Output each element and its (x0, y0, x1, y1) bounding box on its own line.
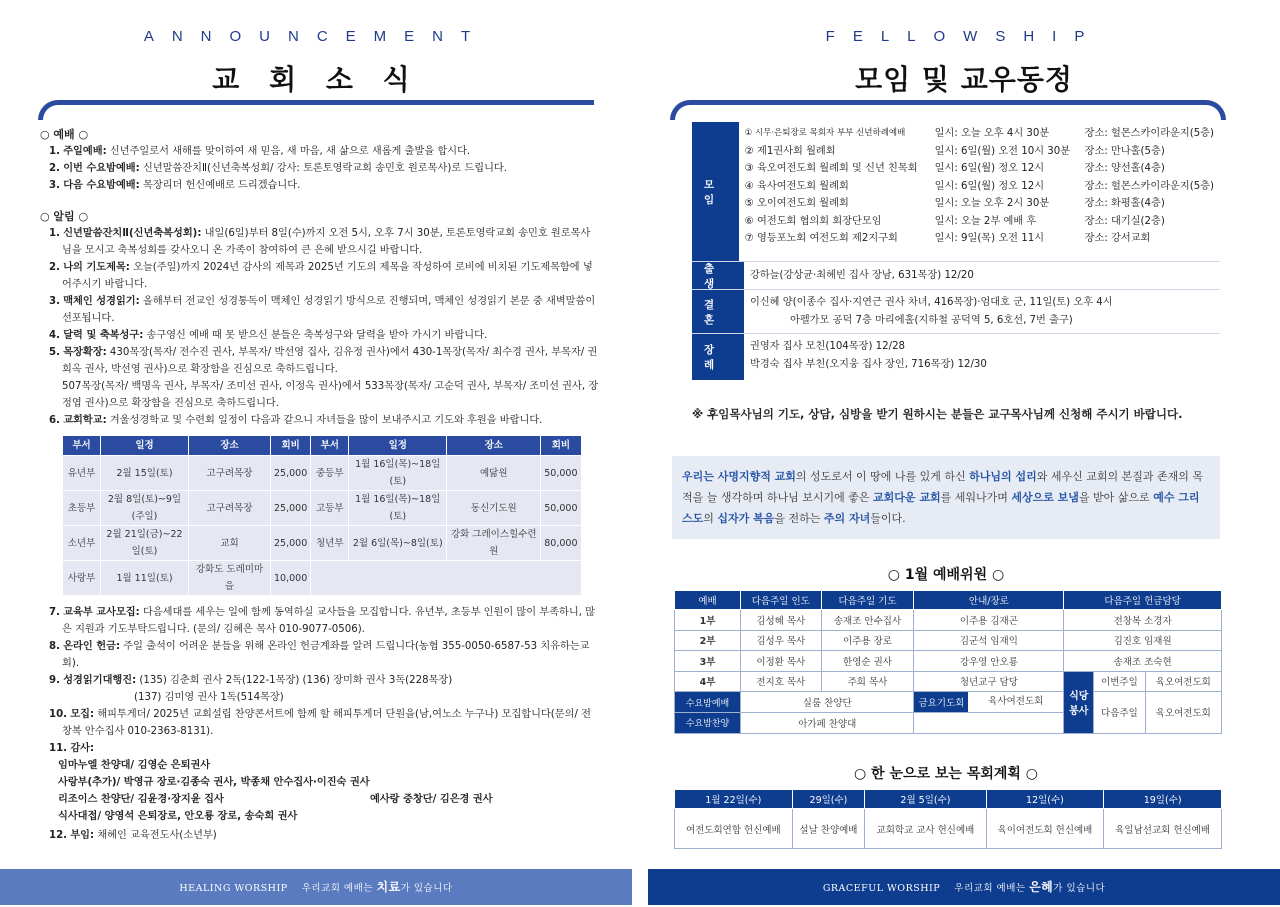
table-cell: 사랑부 (63, 561, 101, 596)
item-heading: 신년말씀잔치Ⅱ(신년축복성회): (63, 228, 202, 239)
vision-text: 들이다. (870, 512, 906, 525)
table-row: 2부 김성우 목사 이주용 장로 김군석 임재익 김진호 임재원 (675, 630, 1222, 651)
worship-list (40, 143, 600, 194)
table-header: 예배 (675, 591, 741, 610)
table-cell: 2월 21일(금)~22일(토) (101, 526, 189, 561)
table-cell: 강화도 도레미마을 (189, 561, 271, 596)
wedding-text: 이신혜 양(이종수 집사·지연근 권사 차녀, 416목장)·엄대호 군, 11일(토) 오후 4시 아펠가모 공덕 7층 마리에홀(지하철 공덕역 5, 6호선, 7번 출구) (750, 297, 1113, 326)
meeting-field: 일시: 오늘 오후 2시 30분 (934, 198, 1050, 209)
notice-item (44, 160, 600, 177)
notice-item (44, 293, 600, 327)
item-number: 7. (49, 607, 60, 618)
notice-item (44, 344, 600, 378)
table-header: 2월 5일(수) (865, 790, 986, 809)
pastoral-plan-table (674, 789, 1222, 849)
notice-item (44, 706, 600, 740)
thanks-item: 리조이스 찬양단/ 김윤경·장지윤 집사 예사랑 중창단/ 김은경 권사 (58, 791, 600, 808)
item-text: 신년말씀잔치Ⅱ(신년축복성회/ 강사: 토론토영락교회 송민호 원로목사)로 드립니다. (139, 163, 507, 174)
vision-text: 의 (703, 512, 718, 525)
item-number: 9. (49, 675, 60, 686)
table-cell: 동신기도원 (447, 491, 541, 526)
table-cell: 고등부 (311, 491, 349, 526)
table-cell: 설날 찬양예배 (792, 809, 865, 849)
meeting-field: ⑤ 오이여전도회 월례회 (744, 198, 849, 209)
item-number: 2. (49, 262, 60, 273)
item-number: 1. (49, 146, 60, 157)
table-cell: 유년부 (63, 456, 101, 491)
table-header: 일정 (349, 436, 447, 456)
table-header: 부서 (311, 436, 349, 456)
item-continuation: (137) 김미영 권사 1독(514목장) (134, 692, 284, 703)
vision-text: 주의 자녀 (823, 512, 871, 525)
item-text: 겨울성경학교 및 수련회 일정이 다음과 같으니 자녀들을 많이 보내주시고 기도와 후원을 바랍니다. (106, 415, 543, 426)
notice-item (44, 638, 600, 672)
table-header: 다음주일 기도 (821, 591, 914, 610)
item-text: (135) 김춘희 권사 2독(122-1목장) (136) 장미화 권사 3독(228목장) (136, 675, 453, 686)
announcement-content (40, 122, 600, 844)
meeting-field: ⑥ 여전도회 협의회 회장단모임 (744, 215, 882, 227)
meeting-field: 일시: 오늘 2부 예배 후 (934, 215, 1037, 227)
vision-text: 를 세워나가며 (940, 491, 1012, 504)
item-text: 다음세대를 세우는 일에 함께 동역하실 교사들을 모집합니다. 유년부, 초등부 인원이 많이 부족하니, 많은 지원과 기도부탁드립니다. (문의/ 김혜은 목사 010-9077-0506). (62, 607, 596, 635)
table-cell: 10,000 (271, 561, 311, 596)
meeting-field: 장소: 강서교회 (1084, 233, 1151, 244)
vision-text: 세상으로 보냄 (1011, 491, 1079, 504)
thanks-item: 식사대접/ 양영석 은퇴장로, 안오룡 장로, 송숙희 권사 (58, 811, 298, 822)
item-continuation: 507목장(목자/ 백명옥 권사, 부목자/ 조미선 권사, 이정옥 권사)에서 533목장(목자/ 고순덕 권사, 부목자/ 조미선 권사, 장정엽 권사)으로 확장함을 진심으로 축하드립니다. (62, 381, 599, 409)
table-cell: 육이여전도회 헌신예배 (986, 809, 1104, 849)
table-header: 회비 (271, 436, 311, 456)
meeting-field: 일시: 6일(월) 오전 10시 30분 (934, 145, 1071, 157)
thanks-list (40, 757, 600, 825)
thanks-item: 임마누엘 찬양대/ 김영순 은퇴권사 (58, 760, 211, 771)
table-cell: 강화 그레이스힐수련원 (447, 526, 541, 561)
item-text: 430목장(목자/ 전수진 권사, 부목자/ 박선영 집사, 김유정 권사)에서 430-1목장(목자/ 최수경 권사, 부목자/ 권희옥 권사, 박선영 권사)으로 확장함을 진심으로 축하드립니다. (62, 347, 598, 375)
item-heading: 감사: (70, 743, 95, 754)
notice-item (44, 177, 600, 194)
right-footer: GRACEFUL WORSHIP 우리교회 예배는 은혜가 있습니다 (648, 869, 1280, 905)
item-heading: 온라인 헌금: (63, 641, 121, 652)
item-heading: 목장확장: (63, 347, 107, 358)
table-row: 1부 김성혜 목사 송재조 안수집사 이주용 김재곤 전창복 소경자 (675, 610, 1222, 631)
vision-text: 의 성도로서 이 땅에 나를 있게 하신 (795, 470, 970, 483)
notice-list-continued (40, 604, 600, 757)
vision-text: 십자가 복음 (717, 512, 775, 525)
table-row (63, 491, 582, 526)
table-cell: 고구려목장 (189, 491, 271, 526)
table-cell: 초등부 (63, 491, 101, 526)
item-number: 4. (49, 330, 60, 341)
table-cell: 25,000 (271, 491, 311, 526)
meeting-field: 장소: 화평홀(4층) (1084, 198, 1165, 209)
table-cell: 교회학교 교사 헌신예배 (865, 809, 986, 849)
table-row: 수요밤예배 실룸 찬양단 금요기도회 육사여전도회 다음주일 육오여전도회 (675, 692, 1222, 713)
table-row: 4부 전지호 목사 주희 목사 청년교구 담당 식당봉사 이번주일 육오여전도회 (675, 671, 1222, 692)
table-cell: 중등부 (311, 456, 349, 491)
table-cell (311, 561, 581, 596)
table-header: 다음주일 인도 (741, 591, 821, 610)
announcement-page (0, 0, 632, 905)
meeting-field: ⑦ 영등포노회 여전도회 제2지구회 (744, 233, 898, 244)
item-heading: 성경읽기대행진: (63, 675, 137, 686)
meeting-field: 장소: 헐몬스카이라운지(5층) (1084, 128, 1214, 139)
vision-text: 하나님의 섭리 (969, 470, 1037, 483)
meeting-item (745, 230, 1214, 248)
plan-title: ○ 한 눈으로 보는 목회계획 ○ (853, 766, 1039, 782)
birth-text: 강하늘(강상균·최혜빈 집사 장남, 631목장) 12/20 (750, 270, 974, 281)
vision-statement (672, 456, 1220, 539)
item-text: 내일(6일)부터 8일(수)까지 오전 5시, 오후 7시 30분, 토론토영락교회 송민호 원로목사님을 모시고 축복성회를 갖사오니 온 가족이 참여하여 큰 은혜 받으시길 바랍니다. (62, 228, 591, 256)
table-header: 일정 (101, 436, 189, 456)
table-cell: 고구려목장 (189, 456, 271, 491)
item-number: 5. (49, 347, 60, 358)
meeting-field: ② 제1권사회 월례회 (744, 145, 836, 157)
table-header: 19일(수) (1104, 790, 1222, 809)
announcement-kicker: ANNOUNCEMENT (143, 28, 489, 45)
table-row: 3부 이정환 목사 한영순 권사 강우영 안오룡 송재조 조숙현 (675, 651, 1222, 672)
table-cell: 50,000 (541, 456, 581, 491)
table-cell: 여전도회연합 헌신예배 (675, 809, 793, 849)
meeting-field: 장소: 만나홀(5층) (1084, 145, 1165, 157)
meetings-label: 모 임 (692, 122, 739, 261)
meeting-field: 일시: 6일(월) 정오 12시 (934, 163, 1045, 174)
vision-text: 예수 그리스도 (682, 491, 1200, 525)
table-cell: 예닮원 (447, 456, 541, 491)
item-number: 8. (49, 641, 60, 652)
item-number: 6. (49, 415, 60, 426)
school-schedule-table (62, 435, 582, 596)
notice-item (44, 327, 600, 344)
table-cell: 청년부 (311, 526, 349, 561)
notice-item (44, 143, 600, 160)
meeting-field: 장소: 헐몬스카이라운지(5층) (1084, 180, 1214, 192)
notice-item (44, 672, 600, 689)
table-cell: 2월 15일(토) (101, 456, 189, 491)
item-text: 목장리더 헌신예배로 드리겠습니다. (139, 180, 301, 191)
item-number: 3. (49, 296, 60, 307)
table-cell: 50,000 (541, 491, 581, 526)
meeting-field: 일시: 오늘 오후 4시 30분 (934, 128, 1050, 139)
table-header: 부서 (63, 436, 101, 456)
notice-list (40, 225, 600, 429)
notice-item (44, 412, 600, 429)
item-heading: 교회학교: (63, 415, 107, 426)
table-cell: 25,000 (271, 526, 311, 561)
title-arch-decoration (670, 100, 1226, 120)
wedding-row (692, 290, 1220, 334)
table-header: 장소 (189, 436, 271, 456)
worship-heading: ○ 예배 ○ (40, 128, 89, 141)
table-row (63, 526, 582, 561)
meeting-field: 일시: 9일(목) 오전 11시 (934, 233, 1045, 244)
table-cell: 육일남선교회 헌신예배 (1104, 809, 1222, 849)
item-number: 1. (49, 228, 60, 239)
meeting-item (745, 125, 1214, 143)
meeting-field: ④ 육사여전도회 월례회 (744, 180, 849, 192)
table-cell: 2월 8일(토)~9일(주일) (101, 491, 189, 526)
funeral-label: 장 례 (692, 334, 744, 380)
vision-text: 교회다운 교회 (873, 491, 941, 504)
meeting-field: ③ 육오여전도회 월례회 및 신년 친목회 (744, 163, 918, 174)
table-cell: 2월 6일(목)~8일(토) (349, 526, 447, 561)
meetings-list (739, 122, 1220, 261)
announcement-title: 교 회 소 식 (212, 63, 420, 96)
table-header: 회비 (541, 436, 581, 456)
worship-committee-table (674, 590, 1222, 734)
item-heading: 주일예배: (63, 146, 107, 157)
meeting-item (745, 143, 1214, 161)
meeting-item (745, 160, 1214, 178)
table-header: 1월 22일(수) (675, 790, 793, 809)
table-row: 수요밤찬양 아가페 찬양대 (675, 713, 1222, 734)
birth-row (692, 262, 1220, 290)
vision-text: 와 세우신 교회의 본질과 존재의 목적을 늘 생각하며 하나님 보시기에 좋은 (682, 470, 1204, 504)
table-cell: 1월 16일(목)~18일(토) (349, 456, 447, 491)
vision-text: 을 전하는 (774, 512, 824, 525)
item-heading: 교육부 교사모집: (63, 607, 140, 618)
meetings-row (692, 122, 1220, 262)
birth-label: 출 생 (692, 262, 744, 289)
table-header: 다음주일 헌금담당 (1064, 591, 1222, 610)
item-number: 11. (49, 743, 68, 754)
table-cell: 교회 (189, 526, 271, 561)
item-number: 10. (49, 709, 68, 720)
meeting-field: 일시: 6일(월) 정오 12시 (934, 180, 1045, 192)
meeting-item (745, 213, 1214, 231)
table-cell: 25,000 (271, 456, 311, 491)
thanks-item: 사랑부(추가)/ 박영규 장로·김종숙 권사, 박종채 안수집사·이진숙 권사 (58, 777, 370, 788)
table-header: 29일(수) (792, 790, 865, 809)
meeting-item (745, 195, 1214, 213)
table-cell: 80,000 (541, 526, 581, 561)
notice-item (44, 259, 600, 293)
item-number: 2. (49, 163, 60, 174)
vision-text: 우리는 사명지향적 교회 (682, 470, 796, 483)
meeting-field: 장소: 대기실(2층) (1084, 215, 1165, 227)
title-arch-decoration (38, 100, 594, 120)
table-cell: 1월 16일(목)~18일(토) (349, 491, 447, 526)
funeral-text: 권영자 집사 모친(104목장) 12/28 박경숙 집사 부친(오지웅 집사 장인, 716목장) 12/30 (750, 341, 987, 370)
item-text: 오늘(주일)까지 2024년 감사의 제목과 2025년 기도의 제목을 작성하여 로비에 비치된 기도제목함에 넣어주시기 바랍니다. (62, 262, 593, 290)
table-header: 안내/장로 (914, 591, 1064, 610)
item-heading: 맥체인 성경읽기: (63, 296, 140, 307)
item-text: 신년주일로서 새해를 맞이하여 새 믿음, 새 마음, 새 삶으로 새롭게 출발을 합시다. (106, 146, 471, 157)
wedding-label: 결 혼 (692, 290, 744, 333)
item-text: 송구영신 예배 때 못 받으신 분들은 축복성구와 달력을 받아 가시기 바랍니다. (143, 330, 488, 341)
meeting-field: 장소: 양선홀(4층) (1084, 163, 1165, 174)
item-number: 3. (49, 180, 60, 191)
item-heading: 달력 및 축복성구: (63, 330, 144, 341)
notice-item: 12. 부임: 채혜인 교육전도사(소년부) (49, 830, 217, 841)
vision-text: 을 받아 삶으로 (1078, 491, 1154, 504)
table-header: 장소 (447, 436, 541, 456)
pastor-request-notice: ※ 후임목사님의 기도, 상담, 심방을 받기 원하시는 분들은 교구목사님께 신청해 주시기 바랍니다. (692, 407, 1183, 421)
fellowship-title: 모임 및 교우동정 (855, 63, 1073, 96)
item-heading: 모집: (70, 709, 95, 720)
table-row (63, 456, 582, 491)
item-heading: 나의 기도제목: (63, 262, 130, 273)
fellowship-table (692, 122, 1220, 380)
meeting-item (745, 178, 1214, 196)
item-text: 해피투게더/ 2025년 교회설립 찬양콘서트에 함께 할 해피투게더 단원을(남,여노소 누구나) 모집합니다(문의/ 전창복 안수집사 010-2363-8131). (62, 709, 591, 737)
funeral-row (692, 334, 1220, 380)
notice-item (44, 604, 600, 638)
table-cell: 1월 11일(토) (101, 561, 189, 596)
table-row (63, 561, 582, 596)
item-text: 주일 출석이 어려운 분들을 위해 온라인 헌금계좌를 알려 드립니다(농협 355-0050-6587-53 치유하는교회). (62, 641, 590, 669)
table-header: 12일(수) (986, 790, 1104, 809)
item-heading: 다음 수요밤예배: (63, 180, 140, 191)
notice-heading: ○ 알림 ○ (40, 210, 89, 223)
table-cell: 소년부 (63, 526, 101, 561)
fellowship-page (648, 0, 1280, 905)
worship-committee-title: ○ 1월 예배위원 ○ (887, 567, 1005, 583)
fellowship-kicker: FELLOWSHIP (825, 28, 1103, 45)
notice-item (44, 740, 600, 757)
thanks-item-right: 예사랑 중창단/ 김은경 권사 (370, 794, 493, 805)
notice-item (44, 225, 600, 259)
item-heading: 이번 수요밤예배: (63, 163, 140, 174)
left-footer: HEALING WORSHIP 우리교회 예배는 치료가 있습니다 (0, 869, 632, 905)
item-text: 올해부터 전교인 성경통독이 맥체인 성경읽기 방식으로 진행되며, 맥체인 성경읽기 본문 중 새벽말씀이 선포됩니다. (62, 296, 596, 324)
meeting-field: ① 시무·은퇴장로 목회자 부부 신년하례예배 (744, 128, 906, 138)
